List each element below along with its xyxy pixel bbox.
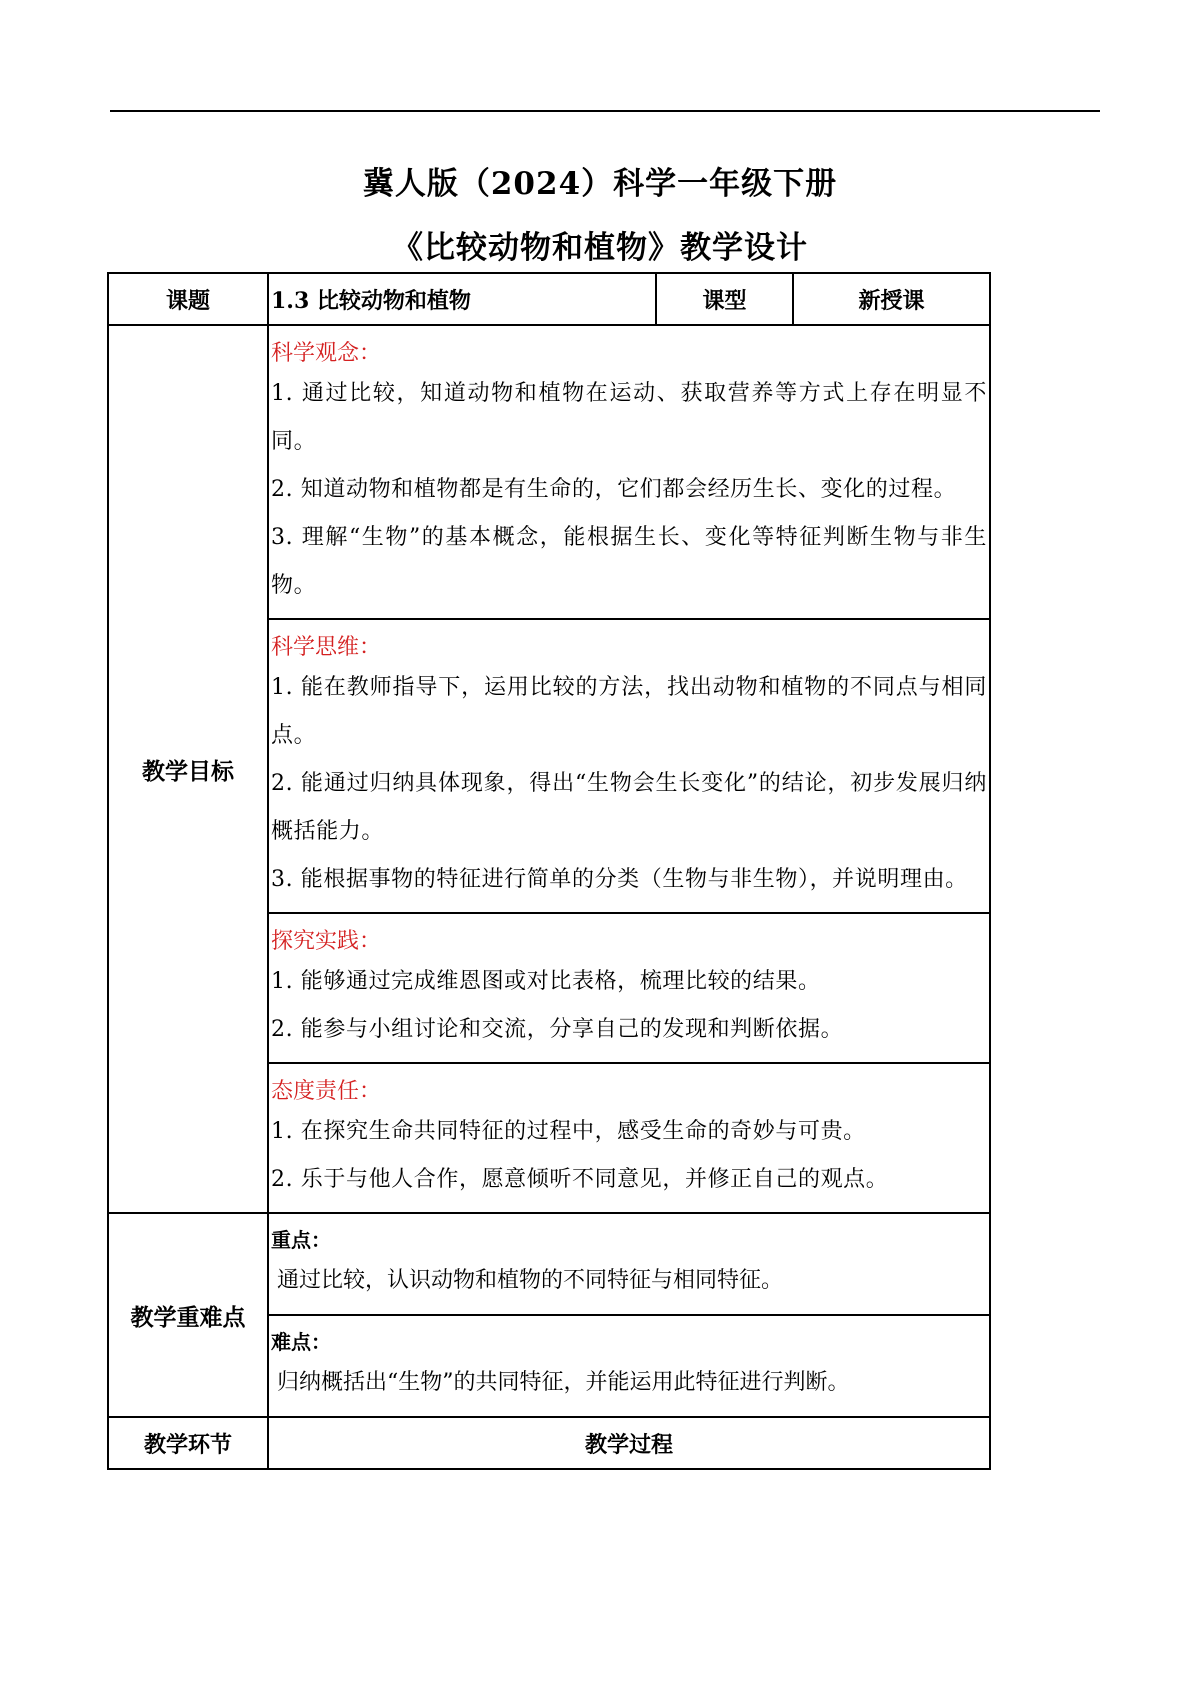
key-point-text: 通过比较，认识动物和植物的不同特征与相同特征。 (277, 1268, 784, 1293)
section-heading: 态度责任： (271, 1079, 382, 1104)
objective-item: 1. 能够通过完成维恩图或对比表格，梳理比较的结果。 (271, 969, 821, 994)
type-label: 课型 (656, 273, 793, 325)
topic-label: 课题 (108, 273, 268, 325)
stage-label: 教学环节 (108, 1417, 268, 1469)
objective-row-concept (108, 325, 990, 619)
objective-item: 2. 能通过归纳具体现象，得出“生物会生长变化”的结论，初步发展归纳概括能力。 (271, 771, 987, 844)
section-heading: 探究实践： (271, 929, 382, 954)
key-point-cell (268, 1213, 990, 1315)
type-value: 新授课 (793, 273, 990, 325)
topic-row (108, 273, 990, 325)
key-point-heading: 重点： (271, 1228, 331, 1252)
top-rule (110, 110, 1100, 112)
objective-item: 3. 理解“生物”的基本概念，能根据生长、变化等特征判断生物与非生物。 (271, 525, 987, 598)
section-heading: 科学思维： (271, 635, 382, 660)
objective-section (268, 1063, 990, 1213)
process-header-row (108, 1417, 990, 1469)
keypoint-row (108, 1213, 990, 1315)
lesson-plan-table (107, 272, 991, 1470)
difficulty-heading: 难点： (271, 1330, 331, 1354)
keypoints-label: 教学重难点 (108, 1213, 268, 1417)
objective-item: 2. 知道动物和植物都是有生命的，它们都会经历生长、变化的过程。 (271, 477, 957, 502)
objective-section (268, 325, 990, 619)
objective-item: 1. 能在教师指导下，运用比较的方法，找出动物和植物的不同点与相同点。 (271, 675, 987, 748)
section-heading: 科学观念： (271, 341, 382, 366)
objective-section (268, 619, 990, 913)
topic-value: 1.3 比较动物和植物 (268, 273, 656, 325)
objective-item: 1. 在探究生命共同特征的过程中，感受生命的奇妙与可贵。 (271, 1119, 866, 1144)
objective-item: 2. 乐于与他人合作，愿意倾听不同意见，并修正自己的观点。 (271, 1167, 889, 1192)
difficulty-text: 归纳概括出“生物”的共同特征，并能运用此特征进行判断。 (277, 1370, 850, 1395)
difficulty-cell (268, 1315, 990, 1417)
objectives-label: 教学目标 (108, 325, 268, 1213)
document-title-line1: 冀人版（2024）科学一年级下册 (362, 166, 838, 202)
objective-item: 3. 能根据事物的特征进行简单的分类（生物与非生物），并说明理由。 (271, 867, 968, 892)
objective-item: 1. 通过比较，知道动物和植物在运动、获取营养等方式上存在明显不同。 (271, 381, 987, 454)
process-label: 教学过程 (268, 1417, 990, 1469)
document-title-line2: 《比较动物和植物》教学设计 (392, 230, 808, 266)
objective-item: 2. 能参与小组讨论和交流，分享自己的发现和判断依据。 (271, 1017, 844, 1042)
objective-section (268, 913, 990, 1063)
